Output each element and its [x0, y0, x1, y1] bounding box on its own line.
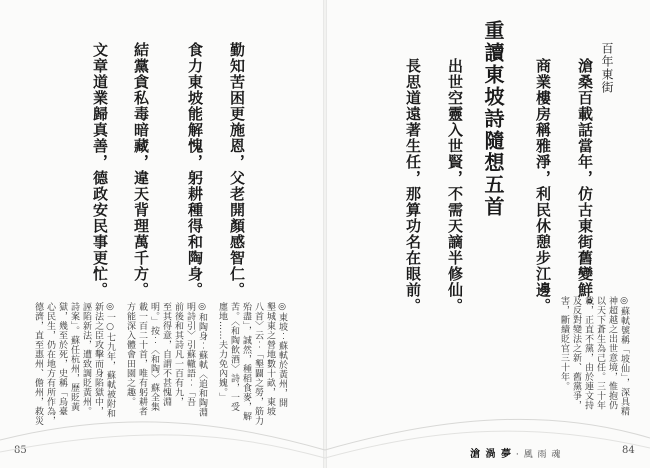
book-title: 風 雨 魂 — [523, 450, 562, 460]
annotation-line: 方能深入體會田園之趣。 — [125, 302, 135, 407]
series-title: 滄 渦 夢 — [470, 449, 512, 460]
annotation-line: 新法之臣攻擊而身陷獄中， — [93, 302, 103, 416]
annotation-line: 墾城東之營地數十畝，東坡 — [265, 302, 275, 416]
annotation-line: ◎蘇軾號稱「坡仙」，深具精 — [619, 296, 629, 416]
annotation-line: 神超越之出世意境，惟抱仍 — [607, 296, 617, 410]
annotation-line: 明。」按︰〈和陶〉蘇全集 — [149, 302, 159, 412]
annotation-line: ◎一○七九年，蘇軾被附和 — [105, 302, 115, 418]
poem-line: 長思道遠著生任，那算功名在眼前。 — [404, 58, 422, 314]
poem-line: 食力東坡能解愧，躬耕種得和陶身。 — [186, 42, 204, 298]
annotation-line: ◎東坡︰蘇軾於黃州，開 — [277, 302, 287, 408]
annotation-line: 載，正直不黨，由於連文持 — [583, 296, 593, 410]
annotation-line: 以天下蒼生為己任。三十年 — [595, 296, 605, 410]
book-gutter — [323, 0, 327, 468]
poem-line: 結黨貪私毒暗藏，違天背理萬千方。 — [132, 42, 150, 298]
poem-line: 文章道業歸真善，德政安民事更忙。 — [91, 42, 109, 298]
running-header — [470, 445, 561, 460]
annotation-line: 誣陷新法，遭致調貶黃州。 — [81, 302, 91, 416]
poem-line: 商業樓房稱雅淨，利民休憩步江邊。 — [534, 58, 552, 314]
annotation-line: 詩案」。蘇任杭州，歷貶黃 — [69, 302, 79, 412]
poem-line: 出世空靈入世賢，不需天謫半修仙。 — [446, 58, 464, 314]
annotation-line: 前後和其詩凡一百有九， — [173, 302, 183, 407]
annotation-line: 獄，幾至於死，史稱「烏臺 — [57, 302, 67, 416]
annotation-line: 八首〉云︰「墾闢之勞，筋力 — [253, 302, 263, 426]
annotation-line: 德濟，直至惠州、儋州，救災 — [33, 302, 43, 426]
annotation-line: 載一百二十首，唯有躬耕者 — [137, 302, 147, 416]
poem-line: 勤知苦困更施恩，父老開顏感智仁。 — [228, 42, 246, 298]
poem-line: 滄桑百載話當年，仿古東街舊變鮮。 — [576, 58, 594, 314]
annotation-line: 至其得意，自謂不甚愧淵 — [161, 302, 171, 407]
running-separator: · — [515, 450, 520, 460]
annotation-line: ◎和陶身︰蘇軾〈追和陶淵 — [197, 302, 207, 417]
annotation-line: 廛地……夫力免內媿。」 — [217, 302, 227, 402]
annotation-line: 苦。〈和陶飲酒〉詩，一受 — [229, 302, 239, 412]
annotation-line: 及反對變法之新、舊黨爭， — [571, 296, 581, 410]
page-number: 85 — [14, 445, 27, 456]
annotation-line: 心民生，仍在地方有所作為， — [45, 302, 55, 426]
annotation-line: 殆盡」，誠然，種稻食麥，解 — [241, 302, 251, 421]
poem-subtitle: 百年東街 — [600, 42, 614, 94]
section-title: 重讀東坡詩隨想五首 — [481, 20, 505, 218]
annotation-line: 明詩引〉引蘇轍語︰「吾 — [185, 302, 195, 407]
annotation-line: 害，斷續貶官三十年。 — [559, 296, 569, 391]
page-number: 84 — [622, 445, 635, 456]
